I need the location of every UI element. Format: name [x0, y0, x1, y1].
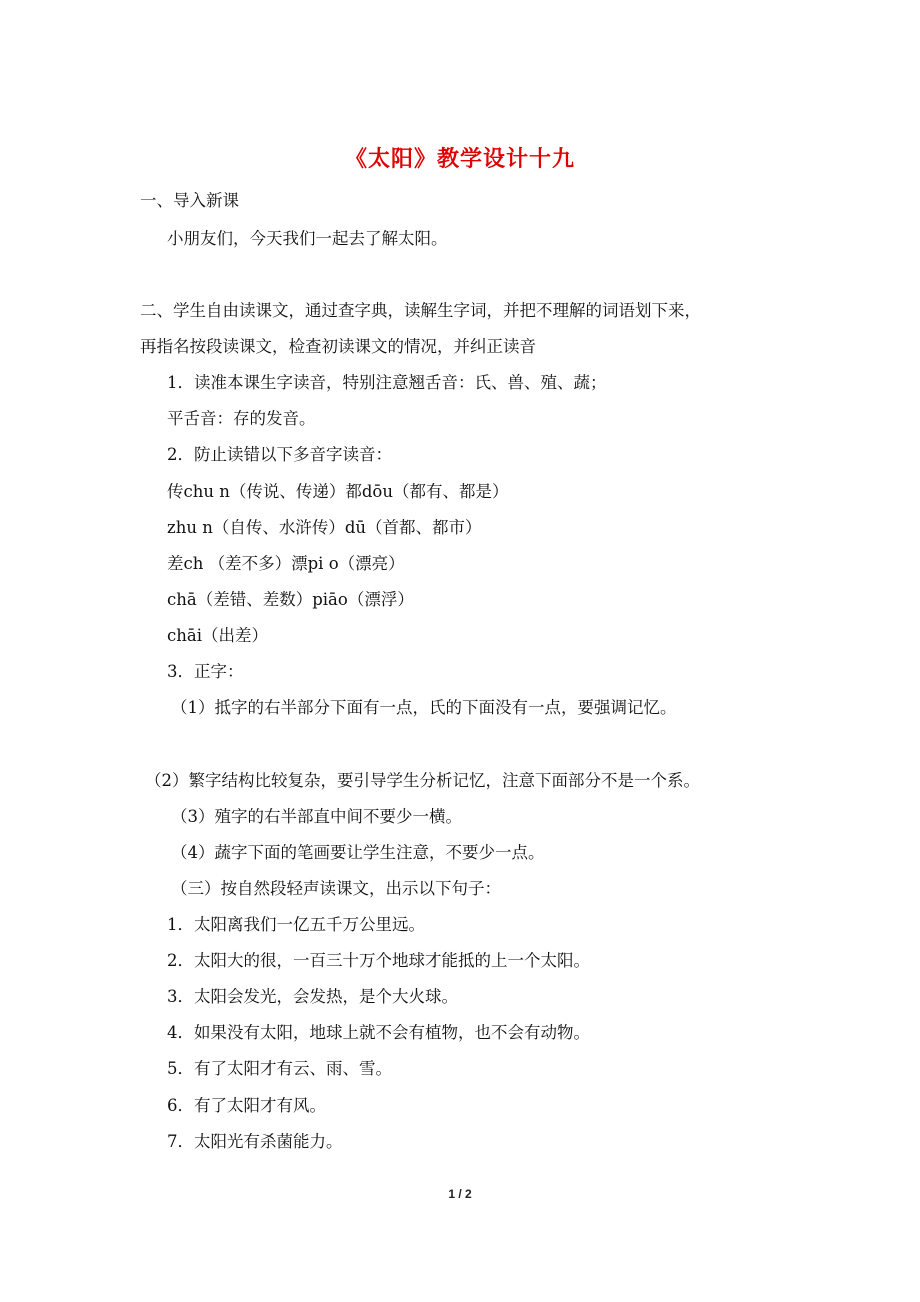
list-item: （1）抵字的右半部分下面有一点，氏的下面没有一点，要强调记忆。	[171, 698, 677, 717]
list-item: 4．如果没有太阳，地球上就不会有植物，也不会有动物。	[167, 1023, 590, 1042]
list-item: 6．有了太阳才有风。	[167, 1096, 326, 1115]
pronunciation-line: chā（差错、差数）piāo（漂浮）	[167, 590, 414, 609]
list-item: 1．太阳离我们一亿五千万公里远。	[167, 915, 425, 934]
page-number: 1 / 2	[448, 1187, 472, 1201]
list-item: 7．太阳光有杀菌能力。	[167, 1132, 343, 1151]
pronunciation-line: 传chu n（传说、传递）都dōu（都有、都是）	[167, 482, 509, 501]
page-title: 《太阳》教学设计十九	[344, 147, 575, 172]
list-item: 1．读准本课生字读音，特别注意翘舌音：氏、兽、殖、蔬；	[167, 373, 607, 392]
section-heading-sentences: （三）按自然段轻声读课文，出示以下句子：	[171, 879, 501, 898]
list-item: 3．正字：	[167, 662, 244, 681]
pronunciation-line: zhu n（自传、水浒传）dū（首都、都市）	[167, 518, 482, 537]
list-item: 5．有了太阳才有云、雨、雪。	[167, 1059, 392, 1078]
list-item: 3．太阳会发光，会发热，是个大火球。	[167, 987, 458, 1006]
pronunciation-line: 差ch （差不多）漂pi o（漂亮）	[167, 554, 405, 573]
list-item: 2．太阳大的很，一百三十万个地球才能抵的上一个太阳。	[167, 951, 590, 970]
section-heading-intro: 一、导入新课	[140, 191, 239, 210]
list-item: 2．防止读错以下多音字读音：	[167, 445, 392, 464]
list-item: （3）殖字的右半部直中间不要少一横。	[171, 807, 462, 826]
list-item: （2）繁字结构比较复杂，要引导学生分析记忆，注意下面部分不是一个系。	[145, 771, 700, 790]
paragraph-line: 平舌音：存的发音。	[167, 409, 316, 428]
paragraph-line: 再指名按段读课文，检查初读课文的情况，并纠正读音	[140, 337, 536, 356]
section-heading-reading: 二、学生自由读课文，通过查字典，读解生字词，并把不理解的词语划下来，	[140, 301, 701, 320]
list-item: （4）蔬字下面的笔画要让学生注意，不要少一点。	[171, 843, 545, 862]
paragraph-line: 小朋友们，今天我们一起去了解太阳。	[167, 229, 448, 248]
pronunciation-line: chāi（出差）	[167, 626, 268, 645]
